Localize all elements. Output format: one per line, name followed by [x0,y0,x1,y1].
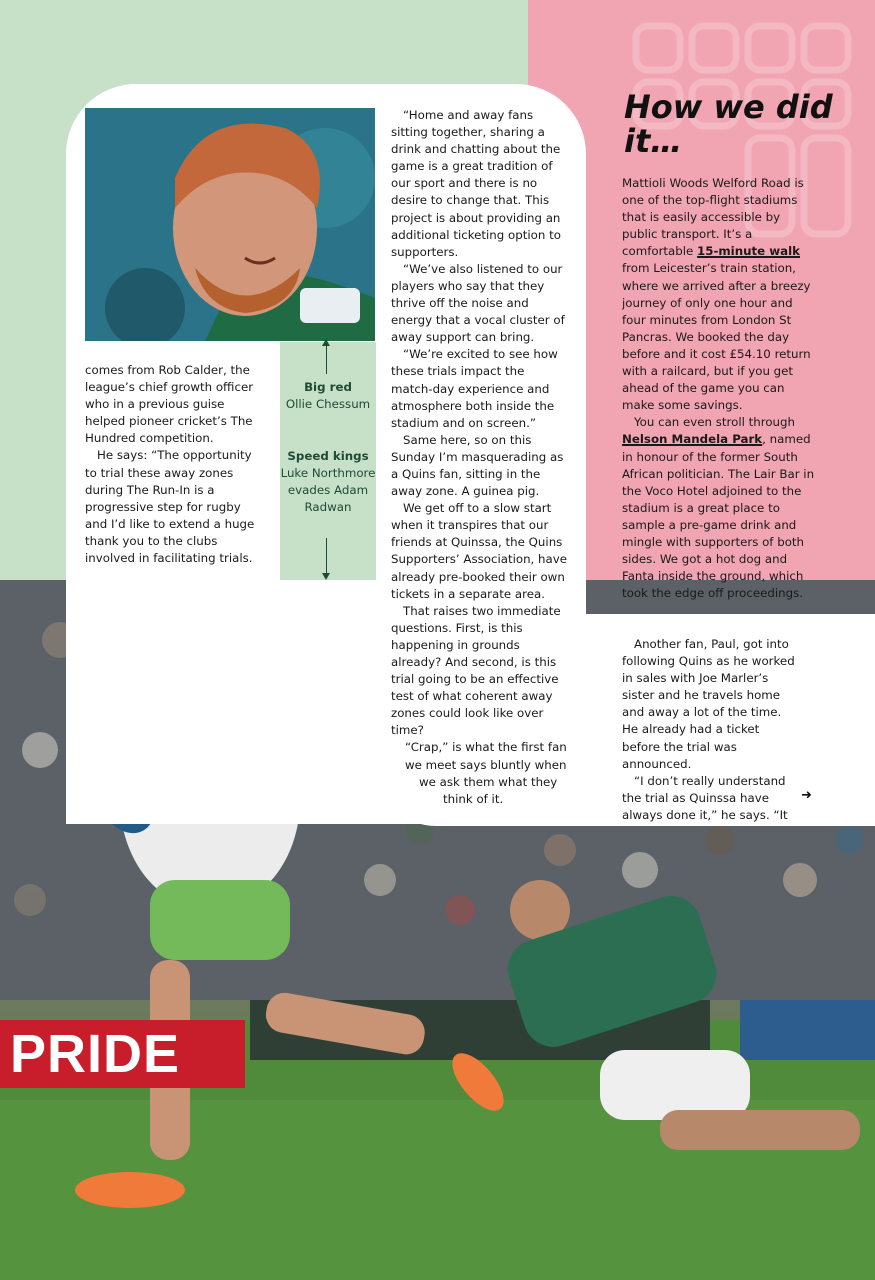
caption-portrait-label: Big red [304,380,352,394]
section-heading: How we did it… [624,88,833,160]
paragraph: We get off to a slow start when it transpires that our friends at Quinssa, the Quins Supporters’ Association, have already pre-booked their own tickets in a separate area. [391,501,568,601]
paragraph: “I don’t really understand the trial as Quinssa have always done it,” he says. “It [622,773,788,822]
advertising-banner [0,1020,245,1088]
arrow-down-head-icon [322,573,330,580]
paragraph-line: “Crap,” is what the first fan [405,740,567,755]
paragraph: That raises two immediate questions. First, is this happening in grounds already? And second, is this trial going to be an effective test of what coherent away zones could look like over time? [391,603,561,738]
article-column-2 [391,107,569,808]
caption-action [280,448,376,516]
arrow-down-icon [326,538,327,574]
arrow-up-head-icon [322,339,330,346]
banner-text: PRIDE [10,1024,181,1084]
paragraph: “We’ve also listened to our players who say that they thrive off the noise and energy that a vocal cluster of away support can bring. [391,261,565,345]
caption-action-text: Luke Northmore evades Adam Radwan [280,466,376,515]
article-column-3 [622,175,817,602]
paragraph: “Home and away fans sitting together, sharing a drink and chatting about the game is a great tradition of our sport and there is no desire to change that. This project is about providing an additional ticketing option to supporters. [391,108,561,259]
highlight-park: Nelson Mandela Park [622,432,763,447]
paragraph-line: we meet says bluntly when [405,757,567,772]
paragraph: He says: “The opportunity to trial these away zones during The Run-In is a progressive step for rugby and I’d like to extend a huge thank you to the clubs involved in facilitating trials. [85,448,255,566]
paragraph: comes from Rob Calder, the league’s chief growth officer who in a previous guise helped pioneer cricket’s The Hundred competition. [85,363,254,446]
text-run: Mattioli Woods Welford Road is one of the top-flight stadiums that is easily accessible by public transport. It’s a comfortable [622,176,804,259]
article-column-1 [85,362,265,567]
paragraph: Another fan, Paul, got into following Quins as he worked in sales with Joe Marler’s sister and he travels home and away a lot of the time. He already had a ticket before the trial was announced. [622,637,795,771]
caption-portrait-text: Ollie Chessum [285,397,371,412]
text-run: from Leicester’s train station, where we arrived after a breezy journey of only one hour and four minutes from London St Pancras. We booked the day before and it cost £54.10 return with a railcard, but if you get ahead of the game you can make some savings. [622,261,811,413]
portrait-graphic [85,108,375,341]
paragraph [622,175,817,414]
text-run: You can even stroll through [634,415,795,430]
caption-portrait [280,379,376,413]
highlight-walk: 15-minute walk [697,244,800,259]
caption-action-label: Speed kings [287,449,369,463]
article-column-4 [622,636,800,824]
paragraph: Same here, so on this Sunday I’m masquerading as a Quins fan, sitting in the away zone. A guinea pig. [391,432,564,499]
player-portrait-photo [85,108,375,341]
paragraph-line: think of it. [443,791,504,806]
text-run: , named in honour of the former South African politician. The Lair Bar in the Voco Hotel adjoined to the stadium is a great place to sample a pre-game drink and mingle with supporters of both sides. We got a hot dog and Fanta inside the ground, which took the edge off proceedings. [622,432,815,601]
arrow-up-icon [326,346,327,374]
paragraph [622,414,817,602]
arrow-right-icon: ➜ [801,788,812,803]
paragraph: “We’re excited to see how these trials impact the match-day experience and atmosphere both inside the stadium and on screen.” [391,347,558,430]
paragraph-line: we ask them what they [419,774,558,789]
